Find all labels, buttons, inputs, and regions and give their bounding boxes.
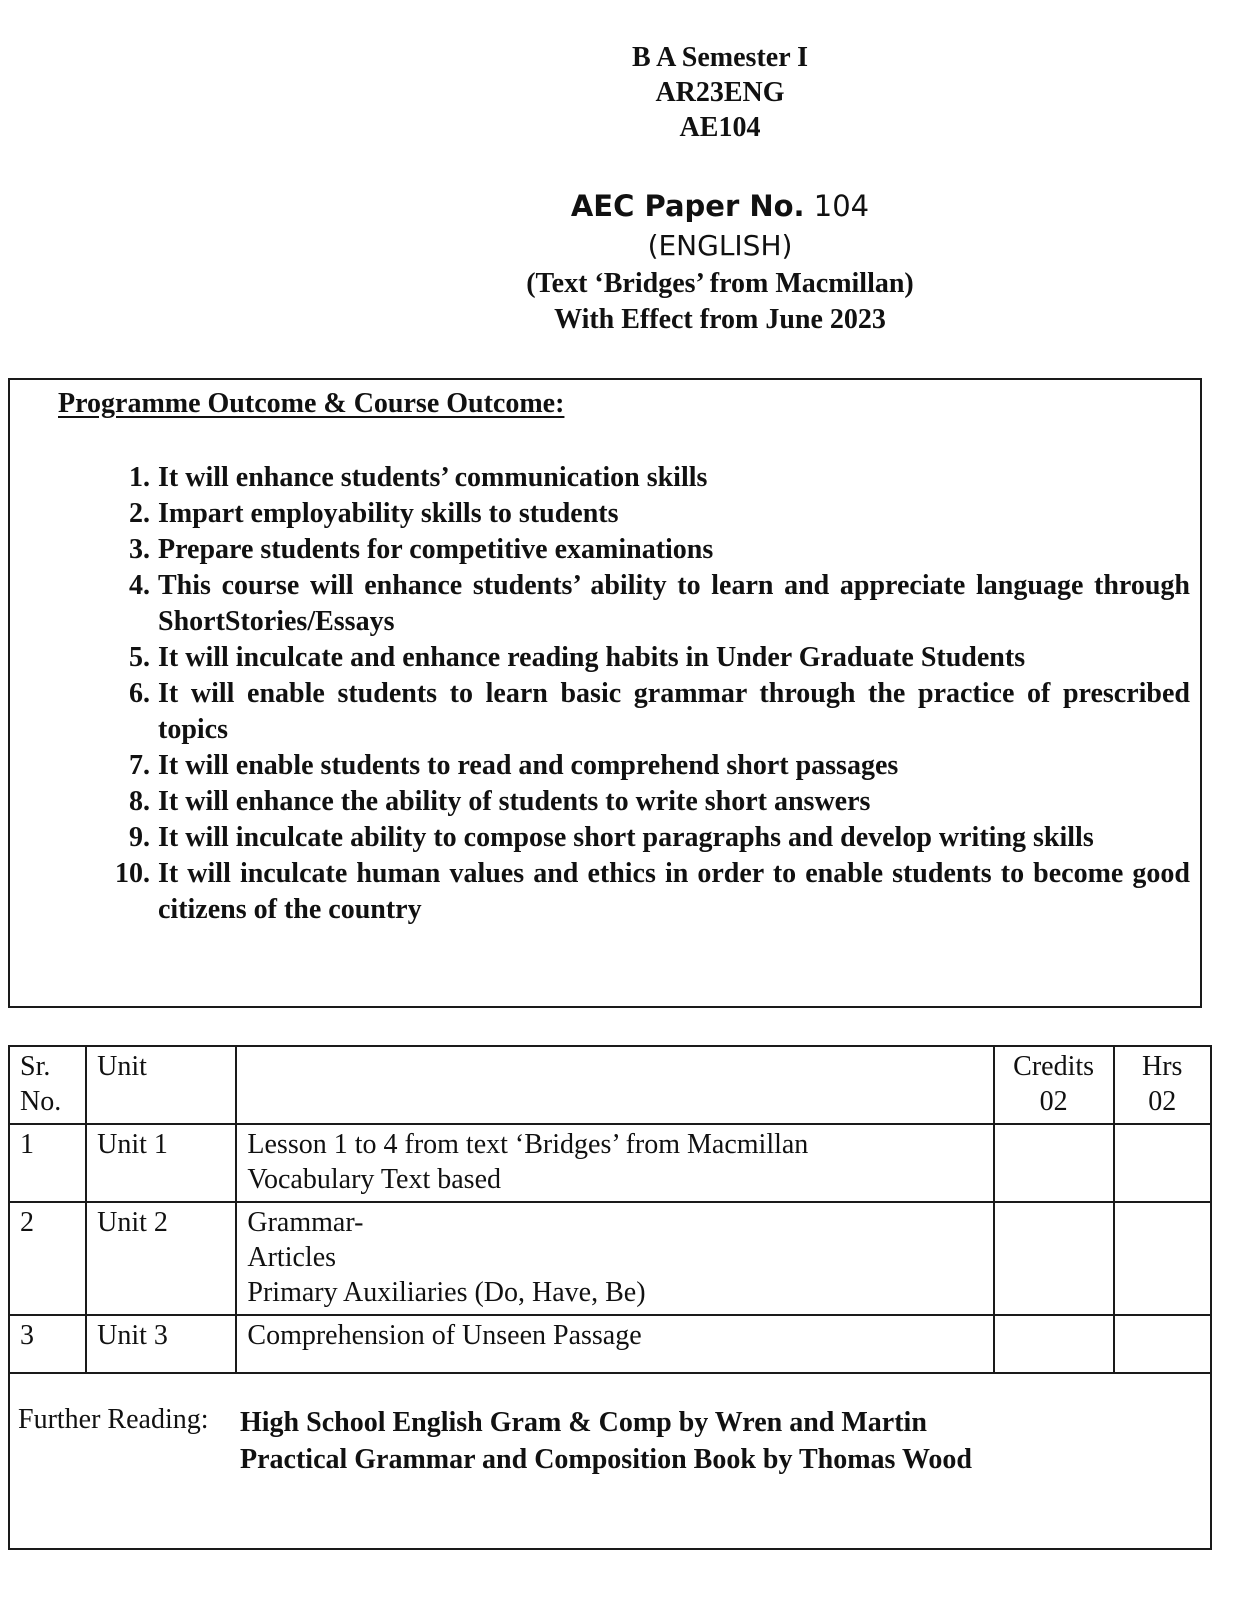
table-row: [9, 1202, 1211, 1315]
outcomes-list: [100, 460, 1190, 928]
content-cell: Grammar- Articles Primary Auxiliaries (Do, Have, Be): [236, 1202, 993, 1315]
effect-date: With Effect from June 2023: [554, 304, 886, 335]
reading-item: High School English Gram & Comp by Wren and Martin: [240, 1407, 927, 1438]
hrs-header: Hrs 02: [1114, 1046, 1212, 1124]
unit-cell: Unit 3: [86, 1315, 236, 1373]
unit-header: Unit: [86, 1046, 236, 1124]
sr-header: Sr. No.: [9, 1046, 86, 1124]
paper-title: AEC Paper No.: [570, 189, 805, 223]
paper-code: AE104: [679, 112, 761, 143]
sr-cell: 3: [9, 1315, 86, 1373]
semester-title: B A Semester I: [631, 42, 809, 73]
list-item: 8. It will enhance the ability of students to write short answers: [129, 786, 871, 817]
list-item: 2. Impart employability skills to students: [129, 498, 619, 529]
content-cell: Comprehension of Unseen Passage: [236, 1315, 993, 1373]
outcomes-box: [8, 378, 1202, 1008]
content-cell: Lesson 1 to 4 from text ‘Bridges’ from Macmillan Vocabulary Text based: [236, 1124, 993, 1202]
list-item: 9. It will inculcate ability to compose short paragraphs and develop writing skills: [129, 822, 1094, 853]
unit-cell: Unit 1: [86, 1124, 236, 1202]
list-item: 3. Prepare students for competitive examinations: [129, 534, 714, 565]
hrs-cell: [1114, 1124, 1212, 1202]
paper-subject: (ENGLISH): [647, 229, 793, 262]
units-table: [8, 1045, 1212, 1374]
sr-cell: 2: [9, 1202, 86, 1315]
course-codes: [520, 40, 920, 145]
further-reading-box: [8, 1360, 1212, 1550]
further-reading-list: [240, 1404, 972, 1478]
course-code: AR23ENG: [655, 77, 785, 108]
table-header-row: [9, 1046, 1211, 1124]
table-row: [9, 1124, 1211, 1202]
content-header: [236, 1046, 993, 1124]
credits-cell: [994, 1202, 1114, 1315]
paper-number: 104: [813, 189, 870, 223]
credits-header: Credits 02: [994, 1046, 1114, 1124]
reading-item: Practical Grammar and Composition Book by Thomas Wood: [240, 1444, 972, 1475]
list-item: 5. It will inculcate and enhance reading habits in Under Graduate Students: [129, 642, 1026, 673]
outcomes-heading: Programme Outcome & Course Outcome:: [58, 388, 565, 419]
list-item: 6. It will enable students to learn basic grammar through the practice of prescribed topics: [129, 678, 1190, 745]
further-reading-label: Further Reading:: [18, 1404, 209, 1435]
list-item: 1. It will enhance students’ communication skills: [129, 462, 708, 493]
text-note: (Text ‘Bridges’ from Macmillan): [526, 268, 914, 299]
paper-heading: [420, 186, 1020, 338]
list-item: 7. It will enable students to read and comprehend short passages: [129, 750, 899, 781]
hrs-cell: [1114, 1202, 1212, 1315]
credits-cell: [994, 1124, 1114, 1202]
unit-cell: Unit 2: [86, 1202, 236, 1315]
list-item: 4. This course will enhance students’ ability to learn and appreciate language through ShortStories/Essays: [129, 570, 1190, 637]
list-item: 10. It will inculcate human values and ethics in order to enable students to become good citizens of the country: [115, 858, 1190, 925]
sr-cell: 1: [9, 1124, 86, 1202]
